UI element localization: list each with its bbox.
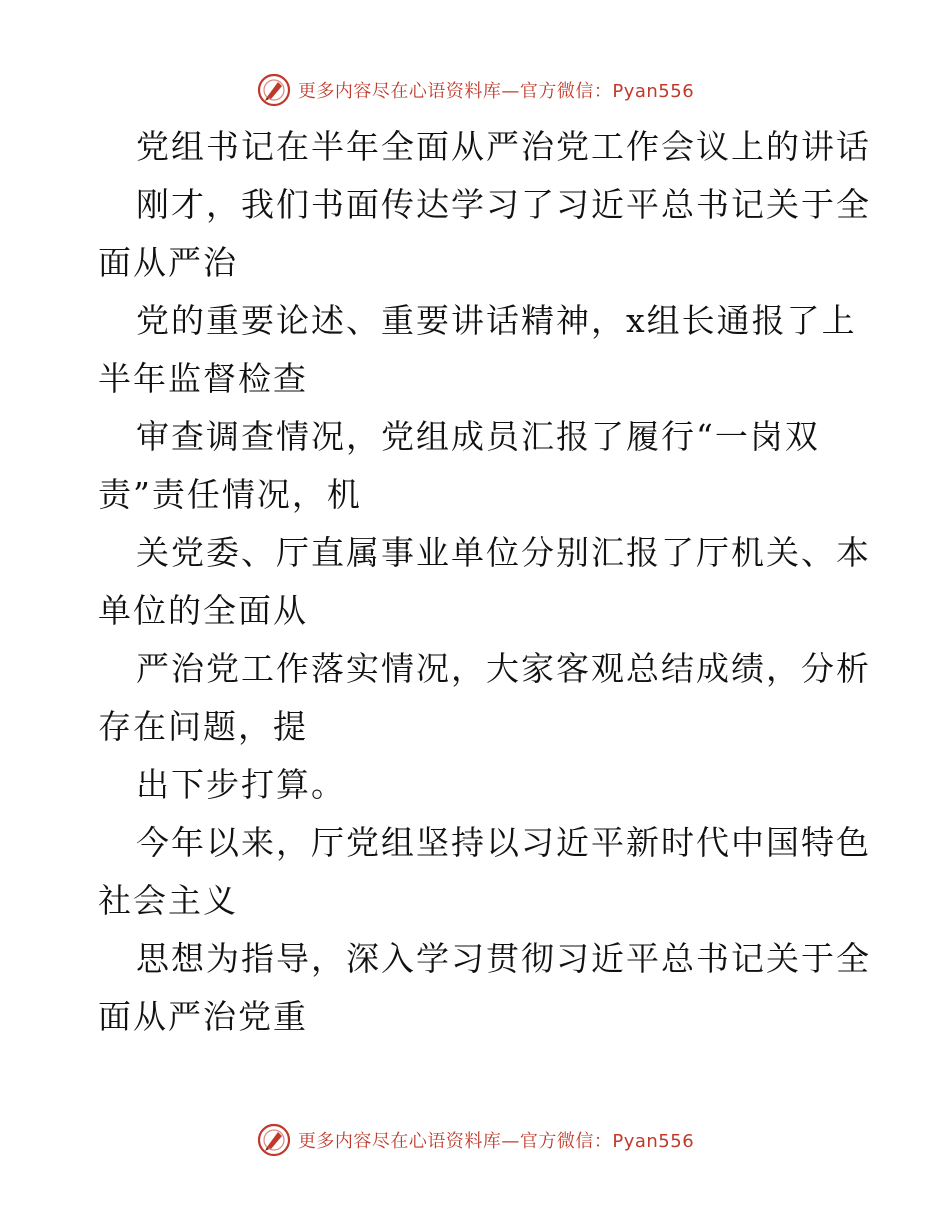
footer-banner — [0, 1120, 950, 1160]
paragraph-line: 半年监督检查 — [98, 359, 308, 398]
header-banner — [0, 70, 950, 110]
paragraph-line: 面从严治党重 — [98, 997, 308, 1036]
document-body — [98, 118, 871, 1046]
paragraph-line: 刚才，我们书面传达学习了习近平总书记关于全 — [136, 185, 871, 224]
paragraph-line: 单位的全面从 — [98, 591, 308, 630]
banner-text: 更多内容尽在心语资料库—官方微信：Pyan556 — [297, 81, 695, 102]
document-title: 党组书记在半年全面从严治党工作会议上的讲话 — [136, 127, 871, 166]
pen-nib-logo-icon — [256, 1122, 292, 1158]
paragraph-line: 思想为指导，深入学习贯彻习近平总书记关于全 — [136, 939, 871, 978]
paragraph-line: 今年以来，厅党组坚持以习近平新时代中国特色 — [136, 823, 871, 862]
paragraph-line: 严治党工作落实情况，大家客观总结成绩，分析 — [136, 649, 871, 688]
banner-text: 更多内容尽在心语资料库—官方微信：Pyan556 — [297, 1131, 695, 1152]
paragraph-line: 党的重要论述、重要讲话精神，x组长通报了上 — [136, 301, 857, 340]
pen-nib-logo-icon — [256, 72, 292, 108]
paragraph-line: 面从严治 — [98, 243, 238, 282]
paragraph-line: 责”责任情况，机 — [98, 475, 362, 514]
paragraph-line: 存在问题，提 — [98, 707, 308, 746]
paragraph-line: 关党委、厅直属事业单位分别汇报了厅机关、本 — [136, 533, 871, 572]
paragraph-line: 出下步打算。 — [136, 765, 346, 804]
paragraph-line: 审查调查情况，党组成员汇报了履行“一岗双 — [136, 417, 820, 456]
paragraph-line: 社会主义 — [98, 881, 238, 920]
